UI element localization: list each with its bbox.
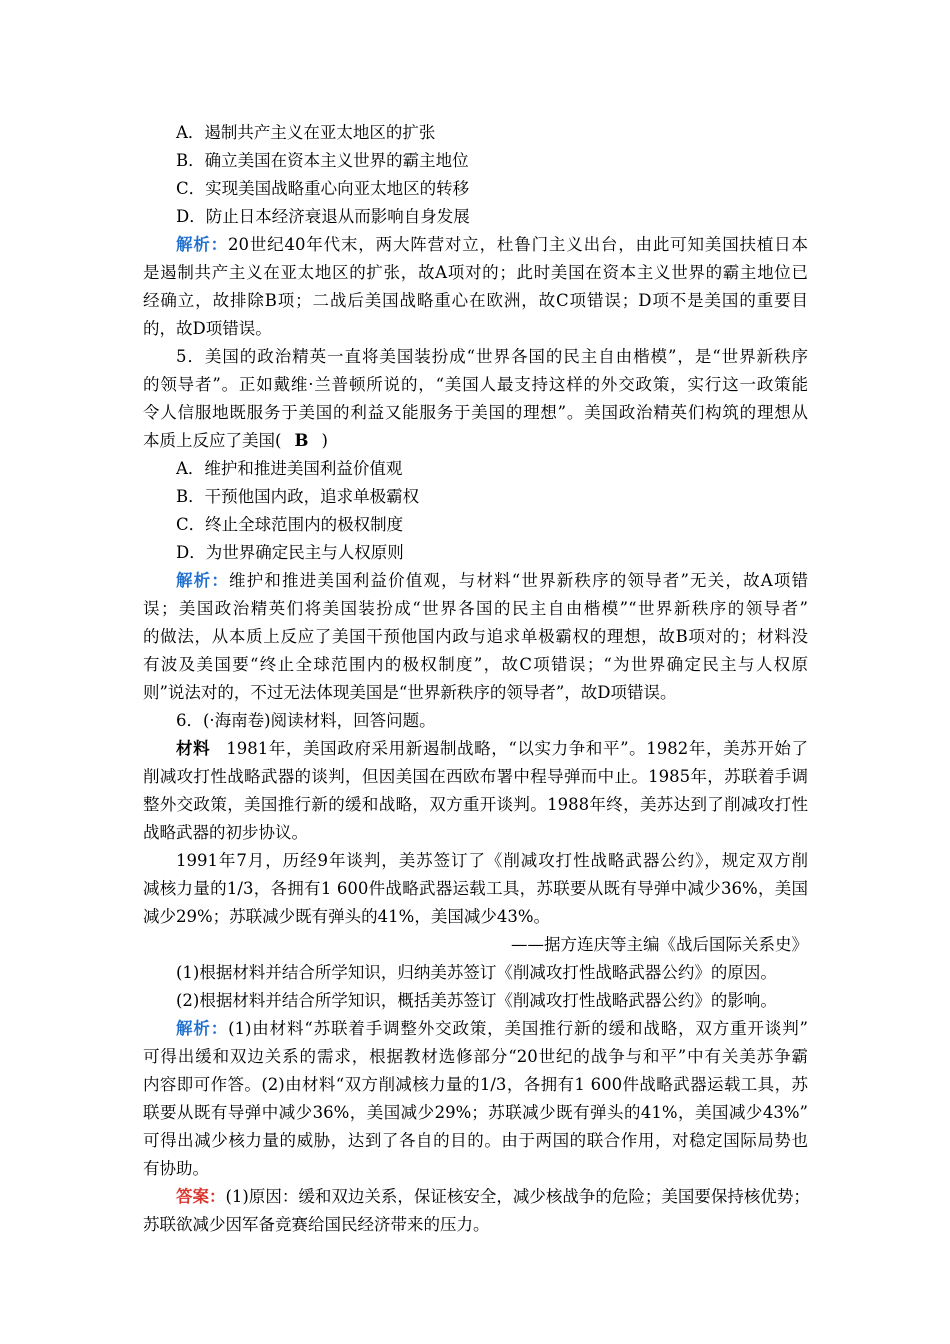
answer-text: (1)原因：缓和双边关系，保证核安全，减少核战争的危险；美国要保持核优势； (225, 1187, 810, 1206)
q5-analysis-line: 有波及美国要“终止全球范围内的极权制度”，故C项错误；“为世界确定民主与人权原 (143, 655, 808, 674)
q6-stem: 6．(·海南卷)阅读材料，回答问题。 (176, 711, 436, 730)
q4-analysis-line: 的，故D项错误。 (143, 319, 272, 338)
answer-label: 答案： (176, 1187, 226, 1206)
q6-question-1: (1)根据材料并结合所学知识，归纳美苏签订《削减攻打性战略武器公约》的原因。 (176, 963, 777, 982)
q6-analysis-line: 可得出减少核力量的威胁，达到了各自的目的。由于两国的联合作用，对稳定国际局势也 (143, 1131, 808, 1150)
q6-question-2: (2)根据材料并结合所学知识，概括美苏签订《削减攻打性战略武器公约》的影响。 (176, 991, 777, 1010)
q6-material-line: 1991年7月，历经9年谈判，美苏签订了《削减攻打性战略武器公约》，规定双方削 (176, 851, 808, 870)
q5-option-d: D．为世界确定民主与人权原则 (176, 543, 404, 562)
q5-stem-suffix: ) (321, 431, 328, 450)
q5-stem-line: 5．美国的政治精英一直将美国装扮成“世界各国的民主自由楷模”，是“世界新秩序 (176, 347, 808, 366)
q5-analysis-line: 的做法，从本质上反应了美国干预他国内政与追求单极霸权的理想，故B项对的；材料没 (143, 627, 808, 646)
q5-analysis-line: 误；美国政治精英们将美国装扮成“世界各国的民主自由楷模”“世界新秩序的领导者” (143, 599, 808, 618)
q5-option-a: A．维护和推进美国利益价值观 (176, 459, 403, 478)
analysis-label: 解析： (176, 1019, 229, 1038)
q4-analysis-line (176, 235, 808, 255)
q5-analysis-line (176, 571, 808, 591)
q4-option-d: D．防止日本经济衰退从而影响自身发展 (176, 207, 470, 226)
q5-stem-line: 的领导者”。正如戴维·兰普顿所说的，“美国人最支持这样的外交政策，实行这一政策能 (143, 375, 808, 394)
analysis-text: 维护和推进美国利益价值观，与材料“世界新秩序的领导者”无关，故A项错 (229, 571, 809, 590)
q4-option-b: B．确立美国在资本主义世界的霸主地位 (176, 151, 469, 170)
analysis-label: 解析： (176, 571, 230, 590)
q6-answer-line: 苏联欲减少因军备竞赛给国民经济带来的压力。 (143, 1215, 490, 1234)
q4-option-a: A．遏制共产主义在亚太地区的扩张 (176, 123, 436, 142)
q6-material-line: 减核力量的1/3，各拥有1 600件战略武器运载工具，苏联要从既有导弹中减少36%，美国 (143, 879, 808, 898)
q6-material-line: 削减攻打性战略武器的谈判，但因美国在西欧布署中程导弹而中止。1985年，苏联着手调 (143, 767, 808, 786)
q6-analysis-line: 内容即可作答。(2)由材料“双方削减核力量的1/3，各拥有1 600件战略武器运载工具，苏 (143, 1075, 808, 1094)
q4-analysis-line: 是遏制共产主义在亚太地区的扩张，故A项对的；此时美国在资本主义世界的霸主地位已 (143, 263, 808, 282)
q6-analysis-line: 可得出缓和双边关系的需求，根据教材选修部分“20世纪的战争与和平”中有关美苏争霸 (143, 1047, 808, 1066)
q5-stem-line (143, 431, 328, 451)
q6-analysis-line (176, 1019, 808, 1039)
q5-stem-line: 令人信服地既服务于美国的利益又能服务于美国的理想”。美国政治精英们构筑的理想从 (143, 403, 808, 422)
q4-analysis-line: 经确立，故排除B项；二战后美国战略重心在欧洲，故C项错误；D项不是美国的重要目 (143, 291, 808, 310)
analysis-label: 解析： (176, 235, 228, 254)
q4-option-c: C．实现美国战略重心向亚太地区的转移 (176, 179, 470, 198)
q5-stem-prefix: 本质上反应了美国( (143, 431, 282, 450)
q6-source: ——据方连庆等主编《战后国际关系史》 (511, 935, 808, 954)
analysis-text: 20世纪40年代末，两大阵营对立，杜鲁门主义出台，由此可知美国扶植日本 (228, 235, 809, 254)
q6-answer-line (176, 1187, 808, 1207)
q6-material-line: 战略武器的初步协议。 (143, 823, 308, 842)
q6-material-line: 减少29%；苏联减少既有弹头的41%，美国减少43%。 (143, 907, 551, 926)
q6-material-line: 整外交政策，美国推行新的缓和战略，双方重开谈判。1988年终，美苏达到了削减攻打性 (143, 795, 808, 814)
q6-analysis-line: 联要从既有导弹中减少36%，美国减少29%；苏联减少既有弹头的41%，美国减少43%” (143, 1103, 808, 1122)
q5-answer: B (294, 431, 309, 450)
q6-analysis-line: 有协助。 (143, 1159, 209, 1178)
q5-option-b: B．干预他国内政，追求单极霸权 (176, 487, 420, 506)
q5-option-c: C．终止全球范围内的极权制度 (176, 515, 404, 534)
q5-analysis-line: 则”说法对的，不过无法体现美国是“世界新秩序的领导者”，故D项错误。 (143, 683, 677, 702)
material-text: 1981年，美国政府采用新遏制战略，“以实力争和平”。1982年，美苏开始了 (226, 739, 809, 758)
analysis-text: (1)由材料“苏联着手调整外交政策，美国推行新的缓和战略，双方重开谈判” (228, 1019, 808, 1038)
q6-material-line (176, 739, 808, 759)
material-label: 材料 (176, 739, 211, 758)
